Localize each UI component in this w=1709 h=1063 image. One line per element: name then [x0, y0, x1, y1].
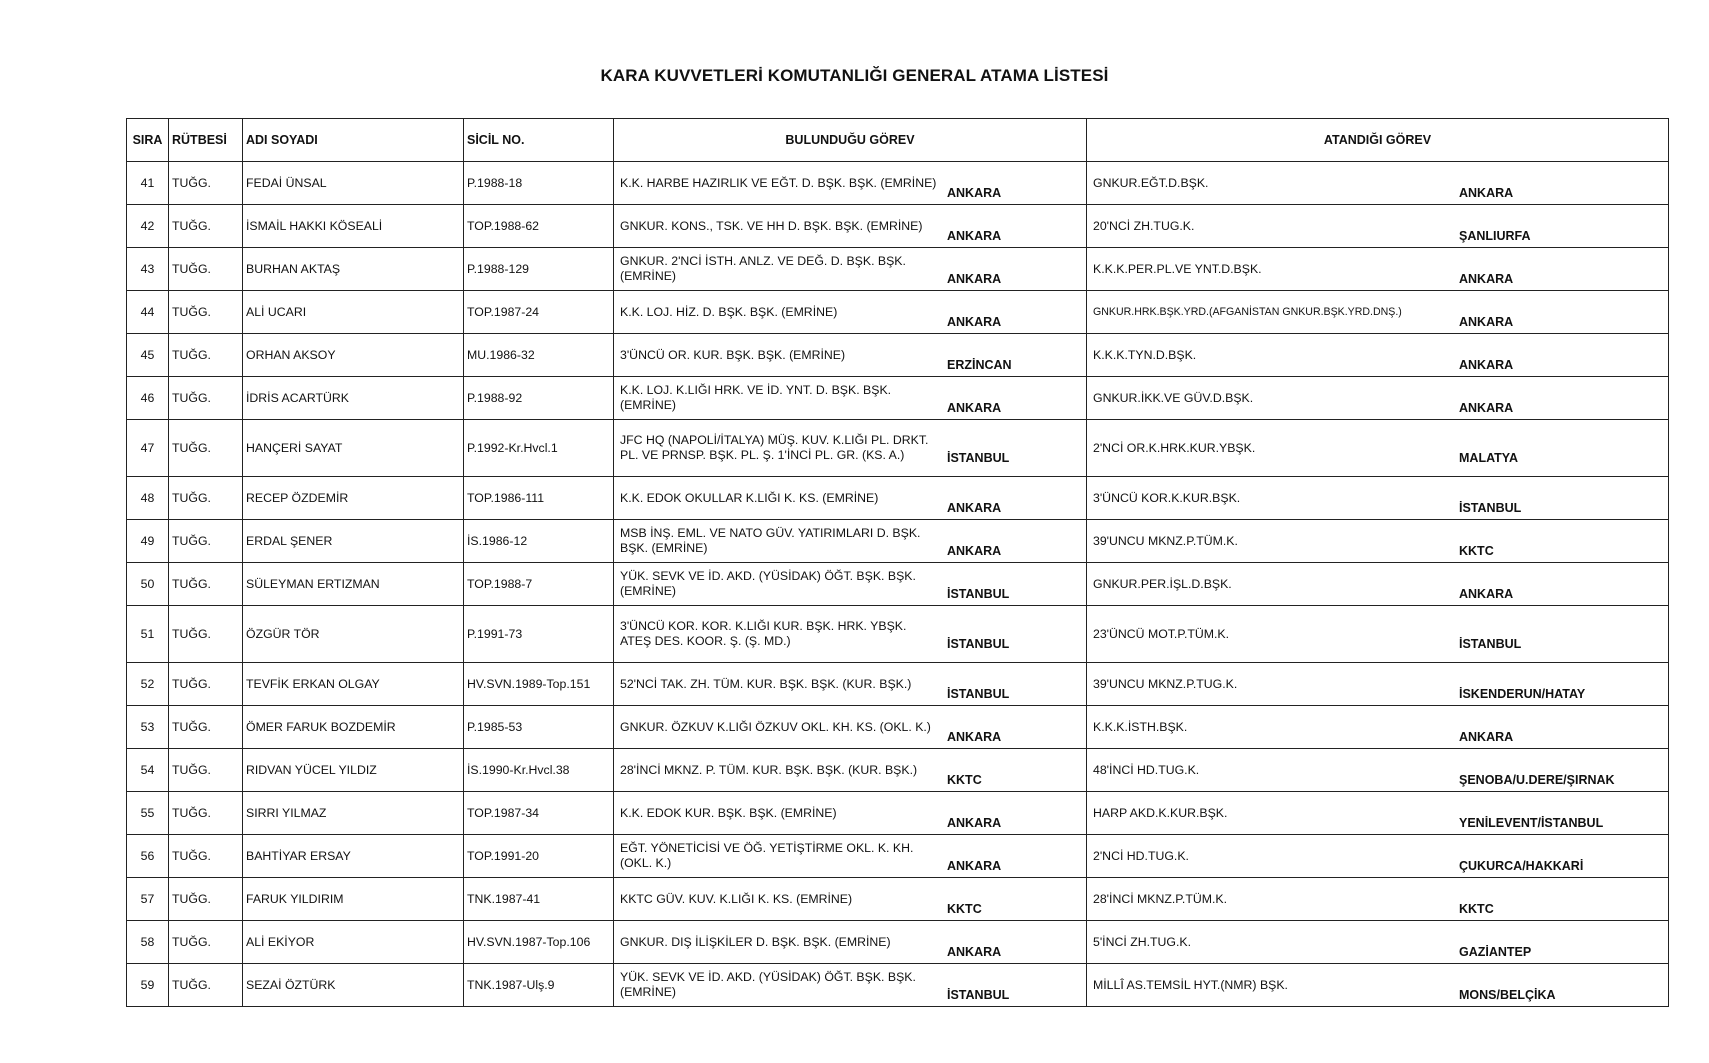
bulundugu-gorev-text: GNKUR. ÖZKUV K.LIĞI ÖZKUV OKL. KH. KS. (OKL. K.) [620, 719, 931, 734]
table-row [127, 334, 1669, 377]
cell-atandigi-gorev [1087, 792, 1669, 835]
cell-atandigi-gorev [1087, 477, 1669, 520]
cell-sira: 52 [127, 663, 169, 706]
cell-sicil-no: MU.1986-32 [464, 334, 614, 377]
cell-bulundugu-gorev [614, 563, 1087, 606]
bulundugu-gorev-location: İSTANBUL [947, 687, 1010, 701]
bulundugu-gorev-text: 3'ÜNCÜ OR. KUR. BŞK. BŞK. (EMRİNE) [620, 347, 846, 362]
bulundugu-gorev-location: ANKARA [947, 272, 1002, 286]
cell-sira: 56 [127, 835, 169, 878]
cell-rutbe: TUĞG. [169, 248, 243, 291]
bulundugu-gorev-text: K.K. EDOK OKULLAR K.LIĞI K. KS. (EMRİNE) [620, 490, 879, 505]
atandigi-gorev-text: 2'NCİ OR.K.HRK.KUR.YBŞK. [1093, 440, 1256, 455]
atandigi-gorev-text: GNKUR.HRK.BŞK.YRD.(AFGANİSTAN GNKUR.BŞK.YRD.DNŞ.) [1093, 305, 1402, 318]
atandigi-gorev-location: İSKENDERUN/HATAY [1459, 687, 1586, 701]
cell-atandigi-gorev [1087, 334, 1669, 377]
cell-bulundugu-gorev [614, 162, 1087, 205]
cell-rutbe: TUĞG. [169, 663, 243, 706]
bulundugu-gorev-text: 3'ÜNCÜ KOR. KOR. K.LIĞI KUR. BŞK. HRK. YBŞK. ATEŞ DES. KOOR. Ş. (Ş. MD.) [620, 619, 907, 648]
bulundugu-gorev-location: KKTC [947, 773, 982, 787]
cell-bulundugu-gorev [614, 921, 1087, 964]
cell-sicil-no: TOP.1987-34 [464, 792, 614, 835]
cell-sicil-no: TOP.1988-7 [464, 563, 614, 606]
atandigi-gorev-location: MONS/BELÇİKA [1459, 988, 1556, 1002]
table-row [127, 835, 1669, 878]
header-sira: SIRA [127, 119, 169, 162]
cell-atandigi-gorev [1087, 377, 1669, 420]
bulundugu-gorev-location: ANKARA [947, 315, 1002, 329]
cell-sicil-no: P.1988-92 [464, 377, 614, 420]
cell-sicil-no: P.1985-53 [464, 706, 614, 749]
cell-bulundugu-gorev [614, 248, 1087, 291]
cell-rutbe: TUĞG. [169, 835, 243, 878]
atandigi-gorev-text: 2'NCİ HD.TUG.K. [1093, 848, 1189, 863]
cell-adi-soyadi: SIRRI YILMAZ [243, 792, 464, 835]
cell-bulundugu-gorev [614, 205, 1087, 248]
bulundugu-gorev-location: ERZİNCAN [947, 358, 1012, 372]
cell-sicil-no: HV.SVN.1987-Top.106 [464, 921, 614, 964]
cell-atandigi-gorev [1087, 921, 1669, 964]
cell-sicil-no: P.1992-Kr.Hvcl.1 [464, 420, 614, 477]
cell-atandigi-gorev [1087, 878, 1669, 921]
cell-bulundugu-gorev [614, 706, 1087, 749]
table-row [127, 563, 1669, 606]
bulundugu-gorev-location: ANKARA [947, 730, 1002, 744]
atandigi-gorev-text: 39'UNCU MKNZ.P.TÜM.K. [1093, 533, 1238, 548]
cell-sira: 50 [127, 563, 169, 606]
cell-sira: 44 [127, 291, 169, 334]
cell-bulundugu-gorev [614, 606, 1087, 663]
bulundugu-gorev-text: GNKUR. 2'NCİ İSTH. ANLZ. VE DEĞ. D. BŞK. BŞK. (EMRİNE) [620, 254, 906, 283]
cell-atandigi-gorev [1087, 520, 1669, 563]
table-row [127, 520, 1669, 563]
cell-bulundugu-gorev [614, 663, 1087, 706]
cell-sira: 41 [127, 162, 169, 205]
table-row [127, 706, 1669, 749]
cell-adi-soyadi: RECEP ÖZDEMİR [243, 477, 464, 520]
atandigi-gorev-location: ANKARA [1459, 186, 1514, 200]
cell-bulundugu-gorev [614, 835, 1087, 878]
cell-adi-soyadi: ORHAN AKSOY [243, 334, 464, 377]
bulundugu-gorev-text: 52'NCİ TAK. ZH. TÜM. KUR. BŞK. BŞK. (KUR. BŞK.) [620, 676, 912, 691]
header-adi-soyadi: ADI SOYADI [243, 119, 464, 162]
atandigi-gorev-location: YENİLEVENT/İSTANBUL [1459, 816, 1604, 830]
bulundugu-gorev-text: GNKUR. KONS., TSK. VE HH D. BŞK. BŞK. (EMRİNE) [620, 218, 923, 233]
cell-adi-soyadi: İSMAİL HAKKI KÖSEALİ [243, 205, 464, 248]
cell-rutbe: TUĞG. [169, 792, 243, 835]
cell-adi-soyadi: RIDVAN YÜCEL YILDIZ [243, 749, 464, 792]
atandigi-gorev-location: GAZİANTEP [1459, 945, 1532, 959]
cell-atandigi-gorev [1087, 835, 1669, 878]
bulundugu-gorev-text: 28'İNCİ MKNZ. P. TÜM. KUR. BŞK. BŞK. (KUR. BŞK.) [620, 762, 918, 777]
cell-rutbe: TUĞG. [169, 606, 243, 663]
cell-bulundugu-gorev [614, 420, 1087, 477]
cell-sira: 42 [127, 205, 169, 248]
table-row [127, 663, 1669, 706]
atandigi-gorev-text: 28'İNCİ MKNZ.P.TÜM.K. [1093, 891, 1227, 906]
table-body [127, 162, 1669, 1007]
bulundugu-gorev-location: ANKARA [947, 859, 1002, 873]
bulundugu-gorev-text: K.K. EDOK KUR. BŞK. BŞK. (EMRİNE) [620, 805, 837, 820]
cell-atandigi-gorev [1087, 291, 1669, 334]
atandigi-gorev-location: MALATYA [1459, 451, 1519, 465]
cell-rutbe: TUĞG. [169, 706, 243, 749]
cell-sira: 54 [127, 749, 169, 792]
atandigi-gorev-text: 48'İNCİ HD.TUG.K. [1093, 762, 1200, 777]
atandigi-gorev-location: İSTANBUL [1459, 637, 1522, 651]
header-atandigi-gorev: ATANDIĞI GÖREV [1087, 119, 1669, 162]
bulundugu-gorev-text: MSB İNŞ. EML. VE NATO GÜV. YATIRIMLARI D. BŞK. BŞK. (EMRİNE) [620, 526, 921, 555]
cell-adi-soyadi: TEVFİK ERKAN OLGAY [243, 663, 464, 706]
bulundugu-gorev-location: ANKARA [947, 401, 1002, 415]
cell-sicil-no: TOP.1988-62 [464, 205, 614, 248]
cell-adi-soyadi: ÖZGÜR TÖR [243, 606, 464, 663]
cell-atandigi-gorev [1087, 563, 1669, 606]
atandigi-gorev-location: ANKARA [1459, 401, 1514, 415]
bulundugu-gorev-text: K.K. LOJ. K.LIĞI HRK. VE İD. YNT. D. BŞK. BŞK. (EMRİNE) [620, 383, 892, 412]
cell-sira: 48 [127, 477, 169, 520]
table-row [127, 205, 1669, 248]
cell-sicil-no: P.1991-73 [464, 606, 614, 663]
table-row [127, 377, 1669, 420]
cell-rutbe: TUĞG. [169, 291, 243, 334]
table-row [127, 964, 1669, 1007]
cell-sicil-no: P.1988-18 [464, 162, 614, 205]
cell-adi-soyadi: SÜLEYMAN ERTIZMAN [243, 563, 464, 606]
header-sicil-no: SİCİL NO. [464, 119, 614, 162]
cell-sira: 46 [127, 377, 169, 420]
cell-bulundugu-gorev [614, 878, 1087, 921]
cell-sira: 45 [127, 334, 169, 377]
table-row [127, 792, 1669, 835]
cell-adi-soyadi: FEDAİ ÜNSAL [243, 162, 464, 205]
cell-adi-soyadi: ALİ UCARI [243, 291, 464, 334]
cell-adi-soyadi: HANÇERİ SAYAT [243, 420, 464, 477]
cell-rutbe: TUĞG. [169, 563, 243, 606]
table-row [127, 878, 1669, 921]
atandigi-gorev-location: ÇUKURCA/HAKKARİ [1459, 859, 1584, 873]
appointment-table [126, 118, 1669, 1007]
atandigi-gorev-location: ANKARA [1459, 730, 1514, 744]
cell-adi-soyadi: FARUK YILDIRIM [243, 878, 464, 921]
bulundugu-gorev-location: KKTC [947, 902, 982, 916]
bulundugu-gorev-location: ANKARA [947, 816, 1002, 830]
cell-rutbe: TUĞG. [169, 749, 243, 792]
cell-atandigi-gorev [1087, 706, 1669, 749]
atandigi-gorev-location: ŞANLIURFA [1459, 229, 1531, 243]
cell-atandigi-gorev [1087, 749, 1669, 792]
bulundugu-gorev-location: ANKARA [947, 945, 1002, 959]
cell-sicil-no: P.1988-129 [464, 248, 614, 291]
cell-sicil-no: TOP.1991-20 [464, 835, 614, 878]
bulundugu-gorev-location: İSTANBUL [947, 988, 1010, 1002]
cell-atandigi-gorev [1087, 162, 1669, 205]
bulundugu-gorev-location: İSTANBUL [947, 637, 1010, 651]
atandigi-gorev-text: GNKUR.EĞT.D.BŞK. [1093, 175, 1209, 190]
table-row [127, 162, 1669, 205]
document-title: KARA KUVVETLERİ KOMUTANLIĞI GENERAL ATAMA LİSTESİ [600, 66, 1109, 85]
cell-rutbe: TUĞG. [169, 921, 243, 964]
cell-rutbe: TUĞG. [169, 377, 243, 420]
cell-sicil-no: TNK.1987-Ulş.9 [464, 964, 614, 1007]
cell-rutbe: TUĞG. [169, 964, 243, 1007]
bulundugu-gorev-text: K.K. HARBE HAZIRLIK VE EĞT. D. BŞK. BŞK. (EMRİNE) [620, 175, 937, 190]
bulundugu-gorev-text: YÜK. SEVK VE İD. AKD. (YÜSİDAK) ÖĞT. BŞK. BŞK. (EMRİNE) [620, 569, 916, 598]
cell-adi-soyadi: İDRİS ACARTÜRK [243, 377, 464, 420]
cell-sira: 53 [127, 706, 169, 749]
header-rutbesi: RÜTBESİ [169, 119, 243, 162]
cell-adi-soyadi: BURHAN AKTAŞ [243, 248, 464, 291]
cell-rutbe: TUĞG. [169, 162, 243, 205]
bulundugu-gorev-text: KKTC GÜV. KUV. K.LIĞI K. KS. (EMRİNE) [620, 891, 853, 906]
bulundugu-gorev-location: ANKARA [947, 229, 1002, 243]
atandigi-gorev-location: ANKARA [1459, 315, 1514, 329]
cell-bulundugu-gorev [614, 964, 1087, 1007]
cell-rutbe: TUĞG. [169, 520, 243, 563]
table-row [127, 921, 1669, 964]
cell-adi-soyadi: ERDAL ŞENER [243, 520, 464, 563]
atandigi-gorev-text: K.K.K.TYN.D.BŞK. [1093, 347, 1197, 362]
cell-sicil-no: İS.1986-12 [464, 520, 614, 563]
atandigi-gorev-text: 39'UNCU MKNZ.P.TUG.K. [1093, 676, 1238, 691]
cell-atandigi-gorev [1087, 964, 1669, 1007]
cell-atandigi-gorev [1087, 663, 1669, 706]
cell-sira: 57 [127, 878, 169, 921]
cell-sira: 58 [127, 921, 169, 964]
bulundugu-gorev-text: YÜK. SEVK VE İD. AKD. (YÜSİDAK) ÖĞT. BŞK. BŞK. (EMRİNE) [620, 970, 916, 999]
bulundugu-gorev-location: ANKARA [947, 544, 1002, 558]
cell-sira: 49 [127, 520, 169, 563]
atandigi-gorev-text: 3'ÜNCÜ KOR.K.KUR.BŞK. [1093, 490, 1241, 505]
cell-bulundugu-gorev [614, 377, 1087, 420]
atandigi-gorev-text: MİLLÎ AS.TEMSİL HYT.(NMR) BŞK. [1093, 977, 1288, 992]
cell-atandigi-gorev [1087, 248, 1669, 291]
cell-adi-soyadi: ALİ EKİYOR [243, 921, 464, 964]
cell-bulundugu-gorev [614, 291, 1087, 334]
cell-sira: 59 [127, 964, 169, 1007]
atandigi-gorev-location: ANKARA [1459, 272, 1514, 286]
cell-bulundugu-gorev [614, 334, 1087, 377]
header-row [127, 119, 1669, 162]
cell-rutbe: TUĞG. [169, 420, 243, 477]
bulundugu-gorev-text: GNKUR. DIŞ İLİŞKİLER D. BŞK. BŞK. (EMRİNE) [620, 934, 891, 949]
cell-bulundugu-gorev [614, 477, 1087, 520]
table-row [127, 749, 1669, 792]
cell-adi-soyadi: ÖMER FARUK BOZDEMİR [243, 706, 464, 749]
atandigi-gorev-text: HARP AKD.K.KUR.BŞK. [1093, 805, 1228, 820]
cell-sicil-no: TNK.1987-41 [464, 878, 614, 921]
table-row [127, 606, 1669, 663]
bulundugu-gorev-location: İSTANBUL [947, 587, 1010, 601]
table-row [127, 248, 1669, 291]
cell-atandigi-gorev [1087, 420, 1669, 477]
cell-atandigi-gorev [1087, 606, 1669, 663]
cell-sira: 43 [127, 248, 169, 291]
atandigi-gorev-text: GNKUR.PER.İŞL.D.BŞK. [1093, 576, 1232, 591]
atandigi-gorev-location: KKTC [1459, 544, 1494, 558]
cell-bulundugu-gorev [614, 520, 1087, 563]
atandigi-gorev-text: 20'NCİ ZH.TUG.K. [1093, 218, 1195, 233]
atandigi-gorev-text: K.K.K.İSTH.BŞK. [1093, 719, 1188, 734]
cell-rutbe: TUĞG. [169, 477, 243, 520]
cell-bulundugu-gorev [614, 749, 1087, 792]
atandigi-gorev-text: 23'ÜNCÜ MOT.P.TÜM.K. [1093, 626, 1230, 641]
atandigi-gorev-text: K.K.K.PER.PL.VE YNT.D.BŞK. [1093, 261, 1262, 276]
bulundugu-gorev-location: İSTANBUL [947, 451, 1010, 465]
cell-rutbe: TUĞG. [169, 334, 243, 377]
cell-sicil-no: İS.1990-Kr.Hvcl.38 [464, 749, 614, 792]
cell-sira: 55 [127, 792, 169, 835]
bulundugu-gorev-location: ANKARA [947, 501, 1002, 515]
cell-rutbe: TUĞG. [169, 878, 243, 921]
cell-adi-soyadi: SEZAİ ÖZTÜRK [243, 964, 464, 1007]
bulundugu-gorev-text: JFC HQ (NAPOLİ/İTALYA) MÜŞ. KUV. K.LIĞI PL. DRKT. PL. VE PRNSP. BŞK. PL. Ş. 1'İNCİ PL. GR. (KS. A.) [620, 433, 929, 462]
bulundugu-gorev-location: ANKARA [947, 186, 1002, 200]
table-header [127, 119, 1669, 162]
atandigi-gorev-location: ŞENOBA/U.DERE/ŞIRNAK [1459, 773, 1615, 787]
atandigi-gorev-location: ANKARA [1459, 587, 1514, 601]
atandigi-gorev-text: GNKUR.İKK.VE GÜV.D.BŞK. [1093, 390, 1254, 405]
table-row [127, 420, 1669, 477]
table-row [127, 477, 1669, 520]
atandigi-gorev-text: 5'İNCİ ZH.TUG.K. [1093, 934, 1191, 949]
cell-adi-soyadi: BAHTİYAR ERSAY [243, 835, 464, 878]
table-row [127, 291, 1669, 334]
cell-sicil-no: HV.SVN.1989-Top.151 [464, 663, 614, 706]
atandigi-gorev-location: KKTC [1459, 902, 1494, 916]
cell-rutbe: TUĞG. [169, 205, 243, 248]
cell-sira: 47 [127, 420, 169, 477]
cell-sicil-no: TOP.1987-24 [464, 291, 614, 334]
cell-sicil-no: TOP.1986-111 [464, 477, 614, 520]
bulundugu-gorev-text: EĞT. YÖNETİCİSİ VE ÖĞ. YETİŞTİRME OKL. K. KH. (OKL. K.) [620, 841, 914, 870]
cell-atandigi-gorev [1087, 205, 1669, 248]
cell-sira: 51 [127, 606, 169, 663]
atandigi-gorev-location: ANKARA [1459, 358, 1514, 372]
header-bulundugu-gorev: BULUNDUĞU GÖREV [614, 119, 1087, 162]
atandigi-gorev-location: İSTANBUL [1459, 501, 1522, 515]
bulundugu-gorev-text: K.K. LOJ. HİZ. D. BŞK. BŞK. (EMRİNE) [620, 304, 838, 319]
cell-bulundugu-gorev [614, 792, 1087, 835]
